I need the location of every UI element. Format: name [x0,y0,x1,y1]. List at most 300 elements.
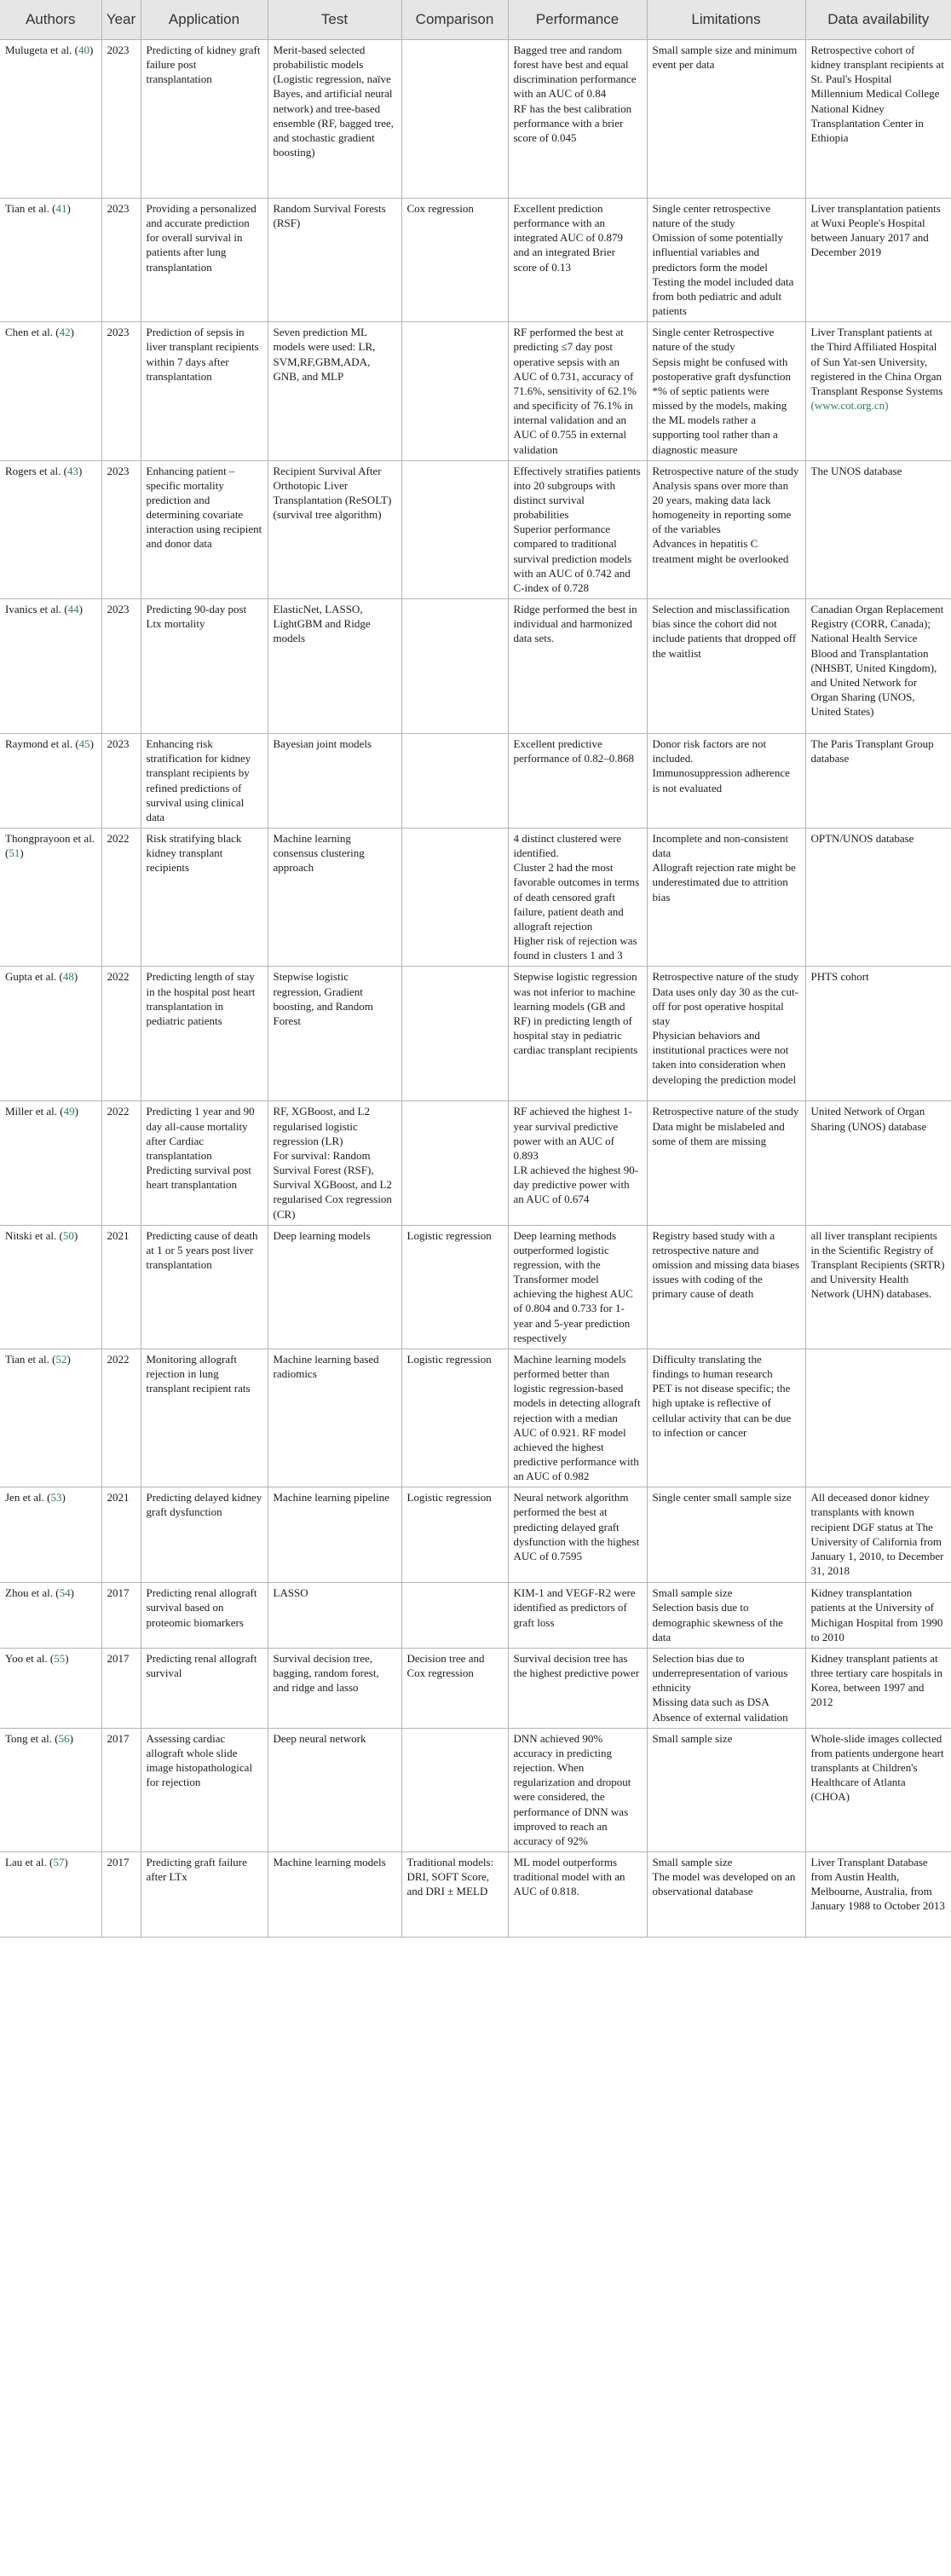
reference-link[interactable]: 45 [78,737,90,751]
limitations-text: Immunosuppression adherence is not evaluated [652,766,790,794]
year-cell [101,1487,141,1583]
performance-text: LR achieved the highest 90-day predictive power with an AUC of 0.674 [513,1164,639,1206]
author-cell: Ivanics et al. (44) [0,599,101,734]
limitations-cell [647,1487,805,1583]
limitations-cell [647,1583,805,1649]
limitations-text: Analysis spans over more than 20 years, making data lack homogeneity in reporting some of the variables [652,478,792,536]
performance-cell [508,599,647,734]
year-value: 2022 [107,1105,130,1118]
year-cell [101,1851,141,1937]
author-name: Yoo et al. [5,1651,48,1665]
test-cell [268,967,401,1101]
data-availability-text: Liver Transplant Database from Austin Health, Melbourne, Australia, from January 1988 to October 2013 [810,1855,945,1913]
test-text: Deep learning models [273,1228,371,1242]
author-cell: Nitski et al. (50) [0,1225,101,1349]
test-text: Machine learning pipeline [273,1491,389,1505]
year-cell [101,1583,141,1649]
comparison-cell [401,1851,508,1937]
limitations-cell [647,1101,805,1225]
test-text: Deep neural network [273,1731,366,1745]
limitations-text: *% of septic patients were missed by the models, making the ML models rather a supporting tool rather than a diagnostic measure [652,384,787,456]
limitations-cell [647,1648,805,1728]
performance-text: Ridge performed the best in individual and harmonized data sets. [513,603,637,645]
table-row [0,199,951,322]
comparison-cell [401,322,508,460]
year-value: 2023 [107,603,130,616]
year-cell [101,1349,141,1487]
test-cell [268,599,401,734]
application-text: Assessing cardiac allograft whole slide image histopathological for rejection [146,1731,253,1789]
data-availability-cell [805,967,951,1101]
limitations-text: Testing the model included data from both pediatric and adult patients [652,274,794,318]
data-availability-text: all liver transplant recipients in the Scientific Registry of Transplant Recipients (SRTR) and University Health Network (UHN) databases. [810,1228,945,1301]
application-text: Prediction of sepsis in liver transplant recipients within 7 days after transplantation [146,326,259,383]
data-availability-cell [805,322,951,460]
performance-text: Higher risk of rejection was found in clusters 1 and 3 [513,934,637,962]
comparison-text: Logistic regression [406,1491,492,1505]
reference-link[interactable]: 53 [50,1491,62,1505]
reference-link[interactable]: 52 [55,1352,67,1366]
performance-text: Excellent prediction performance with an integrated AUC of 0.879 and an integrated Brier score of 0.13 [513,202,624,274]
author-name: Raymond et al. [5,737,73,751]
limitations-text: Sepsis might be confused with postoperative graft dysfunction [652,355,791,383]
table-row [0,1349,951,1487]
author-cell: Tian et al. (41) [0,199,101,322]
author-cell: Lau et al. (57) [0,1851,101,1937]
author-name: Chen et al. [5,326,53,339]
table-row [0,1225,951,1349]
year-value: 2022 [107,832,130,845]
author-name: Thongprayoon et al. [5,832,95,845]
application-cell [141,322,268,460]
year-value: 2021 [107,1491,130,1505]
limitations-text: Single center Retrospective nature of the study [652,326,775,354]
data-availability-cell [805,734,951,829]
author-name: Lau et al. [5,1855,47,1868]
limitations-cell [647,199,805,322]
limitations-cell [647,829,805,967]
performance-text: Survival decision tree has the highest predictive power [513,1651,640,1680]
table-row [0,734,951,829]
year-value: 2023 [107,737,130,751]
comparison-cell [401,967,508,1101]
author-name: Ivanics et al. [5,603,62,616]
limitations-text: Allograft rejection rate might be underestimated due to attrition bias [652,861,796,904]
author-name: Mulugeta et al. [5,43,72,56]
author-name: Nitski et al. [5,1228,57,1242]
comparison-cell [401,1225,508,1349]
application-cell [141,967,268,1101]
year-value: 2023 [107,464,130,477]
author-cell: Tian et al. (52) [0,1349,101,1487]
header-row [0,0,951,40]
data-availability-text: Liver transplantation patients at Wuxi People's Hospital between January 2017 and December 2019 [810,202,941,259]
reference-link[interactable]: 40 [78,43,89,56]
application-text: Predicting length of stay in the hospital post heart transplantation in pediatric patients [146,970,256,1027]
performance-cell [508,967,647,1101]
test-text: LASSO [273,1586,308,1600]
performance-cell [508,1728,647,1851]
author-cell: Chen et al. (42) [0,322,101,460]
application-cell [141,1648,268,1728]
data-availability-cell [805,1101,951,1225]
application-text: Risk stratifying black kidney transplant recipients [146,832,242,875]
test-text: Machine learning consensus clustering approach [273,832,365,875]
limitations-text: Retrospective nature of the study [652,464,799,477]
limitations-text: Missing data such as DSA [652,1695,769,1709]
data-availability-text: Liver Transplant patients at the Third Affiliated Hospital of Sun Yat-sen University, registered in the China Organ Transplant Response Systems [810,326,943,397]
performance-text: Stepwise logistic regression was not inferior to machine learning models (GB and RF) in predicting length of hospital stay in pediatric cardiac transplant recipients [513,970,638,1057]
comparison-cell [401,199,508,322]
test-text: Recipient Survival After Orthotopic Liver Transplantation (ReSOLT) (survival tree algorithm) [273,464,392,522]
year-value: 2023 [107,43,130,56]
limitations-text: Donor risk factors are not included. [652,737,767,765]
limitations-text: Selection and misclassification bias since the cohort did not include patients that dropped off the waitlist [652,603,797,660]
reference-link[interactable]: 57 [53,1855,65,1868]
author-name: Zhou et al. [5,1586,53,1600]
performance-text: Neural network algorithm performed the best at predicting delayed graft dysfunction with the highest AUC of 0.7595 [513,1491,640,1562]
test-cell [268,322,401,460]
author-name: Tian et al. [5,202,49,215]
limitations-text: Single center small sample size [652,1491,792,1505]
reference-link[interactable]: 50 [62,1228,74,1242]
limitations-text: Small sample size [652,1731,733,1745]
table-row [0,460,951,598]
column-header-authors: Authors [0,0,101,40]
limitations-text: Data might be mislabeled and some of them are missing [652,1119,785,1147]
column-header-test: Test [268,0,401,40]
application-text: Monitoring allograft rejection in lung transplant recipient rats [146,1352,251,1395]
author-cell: Mulugeta et al. (40) [0,40,101,199]
test-cell [268,734,401,829]
limitations-cell [647,1851,805,1937]
table-row [0,1648,951,1728]
year-value: 2022 [107,970,130,984]
comparison-cell [401,1728,508,1851]
data-availability-text: Retrospective cohort of kidney transplant recipients at St. Paul's Hospital Millennium Medical College National Kidney Transplantation Center in Ethiopia [810,43,944,144]
column-header-performance: Performance [508,0,647,40]
comparison-text: Cox regression [406,202,474,215]
performance-text: 4 distinct clustered were identified. [513,832,622,860]
test-cell [268,40,401,199]
table-row [0,1583,951,1649]
application-text: Predicting survival post heart transplantation [146,1164,251,1192]
performance-text: RF has the best calibration performance with a brier score of 0.045 [513,101,632,144]
test-text: ElasticNet, LASSO, LightGBM and Ridge models [273,603,371,645]
test-cell [268,1101,401,1225]
author-name: Miller et al. [5,1105,58,1118]
data-availability-text: The Paris Transplant Group database [810,737,934,765]
table-row [0,322,951,460]
data-availability-cell [805,1851,951,1937]
performance-text: Machine learning models performed better than logistic regression-based models in detecting allograft rejection with a median AUC of 0.921. RF model achieved the highest predictive performance with an AUC of 0.982 [513,1352,641,1483]
data-availability-link[interactable]: (www.cot.org.cn) [810,399,889,413]
data-availability-text: Kidney transplant patients at three tertiary care hospitals in Korea, between 1997 and 2012 [810,1651,942,1709]
application-text: Predicting 90-day post Ltx mortality [146,603,247,631]
author-name: Jen et al. [5,1491,44,1505]
comparison-cell [401,599,508,734]
table-row [0,40,951,199]
column-header-limitations: Limitations [647,0,805,40]
author-cell: Miller et al. (49) [0,1101,101,1225]
comparison-cell [401,460,508,598]
application-text: Predicting renal allograft survival [146,1651,257,1680]
table-row [0,967,951,1101]
data-availability-cell [805,1583,951,1649]
application-text: Predicting renal allograft survival based on proteomic biomarkers [146,1586,257,1629]
limitations-text: Registry based study with a retrospective nature and omission and missing data biases issues with coding of the primary cause of death [652,1228,800,1301]
year-cell [101,1728,141,1851]
test-cell [268,1728,401,1851]
limitations-cell [647,40,805,199]
performance-text: Excellent predictive performance of 0.82–0.868 [513,737,635,765]
year-value: 2023 [107,202,130,215]
comparison-cell [401,1487,508,1583]
year-value: 2021 [107,1228,130,1242]
application-cell [141,829,268,967]
performance-cell [508,734,647,829]
data-availability-cell [805,1728,951,1851]
author-cell: Rogers et al. (43) [0,460,101,598]
performance-cell [508,199,647,322]
application-text: Predicting of kidney graft failure post transplantation [146,43,261,86]
column-header-data-availability: Data availability [805,0,951,40]
data-availability-cell [805,829,951,967]
performance-text: Bagged tree and random forest have best and equal discrimination performance with an AUC of 0.84 [513,43,637,101]
test-cell [268,1349,401,1487]
author-name: Gupta et al. [5,970,57,984]
test-cell [268,829,401,967]
year-cell [101,599,141,734]
limitations-cell [647,599,805,734]
comparison-cell [401,40,508,199]
test-text: Random Survival Forests (RSF) [273,202,386,230]
performance-cell [508,40,647,199]
year-value: 2017 [107,1586,130,1600]
reference-link[interactable]: 43 [66,464,78,477]
data-availability-text: All deceased donor kidney transplants with known recipient DGF status at The University of California from January 1, 2010, to December 31, 2018 [810,1491,944,1578]
limitations-text: Difficulty translating the findings to human research [652,1352,773,1381]
author-cell: Raymond et al. (45) [0,734,101,829]
year-cell [101,322,141,460]
column-header-application: Application [141,0,268,40]
year-value: 2017 [107,1855,130,1868]
test-text: Survival decision tree, bagging, random forest, and ridge and lasso [273,1651,379,1695]
data-availability-cell [805,1648,951,1728]
author-cell: Thongprayoon et al. (51) [0,829,101,967]
performance-text: Effectively stratifies patients into 20 subgroups with distinct survival probabilities [513,464,641,522]
comparison-cell [401,1349,508,1487]
author-cell: Jen et al. (53) [0,1487,101,1583]
application-text: Predicting delayed kidney graft dysfunction [146,1491,262,1519]
application-cell [141,40,268,199]
limitations-text: The model was developed on an observational database [652,1870,796,1898]
application-text: Providing a personalized and accurate prediction for overall survival in patients after lung transplantation [146,202,256,274]
limitations-text: Small sample size [652,1586,733,1600]
performance-cell [508,1648,647,1728]
limitations-cell [647,734,805,829]
year-value: 2022 [107,1352,130,1366]
limitations-text: Selection bias due to underrepresentation of various ethnicity [652,1651,788,1695]
data-availability-cell [805,40,951,199]
data-availability-text: Whole-slide images collected from patients undergone heart transplants at Children's Healthcare of Atlanta (CHOA) [810,1731,944,1804]
comparison-text: Logistic regression [406,1228,492,1242]
performance-text: Deep learning methods outperformed logistic regression, with the Transformer model achieving the highest AUC of 0.804 and 0.733 for 1-year and 5-year prediction respectively [513,1228,633,1344]
test-text: Machine learning based radiomics [273,1352,379,1381]
year-cell [101,829,141,967]
performance-cell [508,322,647,460]
application-cell [141,734,268,829]
data-availability-cell [805,199,951,322]
test-cell [268,1648,401,1728]
author-name: Rogers et al. [5,464,61,477]
limitations-cell [647,1349,805,1487]
comparison-cell [401,829,508,967]
data-availability-text: The UNOS database [810,464,902,477]
test-text: Merit-based selected probabilistic models (Logistic regression, naïve Bayes, and artificial neural network) and tree-based ensemble (RF, bagged tree, and stochastic gradient boosting) [273,43,395,159]
data-availability-text: Canadian Organ Replacement Registry (CORR, Canada); National Health Service Blood and Transplantation (NHSBT, United Kingdom), and United Network for Organ Sharing (UNOS, United States) [810,603,944,719]
data-availability-text: United Network of Organ Sharing (UNOS) database [810,1105,927,1133]
performance-text: RF achieved the highest 1-year survival predictive power with an AUC of 0.893 [513,1105,632,1162]
test-cell [268,1851,401,1937]
author-cell: Gupta et al. (48) [0,967,101,1101]
application-text: Predicting cause of death at 1 or 5 years post liver transplantation [146,1228,258,1271]
table-row [0,829,951,967]
limitations-text: Absence of external validation [652,1710,788,1724]
author-name: Tong et al. [5,1731,53,1745]
year-cell [101,1101,141,1225]
year-cell [101,967,141,1101]
performance-text: ML model outperforms traditional model with an AUC of 0.818. [513,1855,625,1898]
year-value: 2017 [107,1651,130,1665]
application-cell [141,1101,268,1225]
author-cell: Yoo et al. (55) [0,1648,101,1728]
comparison-cell [401,734,508,829]
test-cell [268,1583,401,1649]
application-cell [141,460,268,598]
author-cell: Tong et al. (56) [0,1728,101,1851]
test-cell [268,460,401,598]
application-cell [141,1583,268,1649]
column-header-comparison: Comparison [401,0,508,40]
comparison-text: Decision tree and Cox regression [406,1651,485,1680]
table-row [0,1101,951,1225]
reference-link[interactable]: 55 [54,1651,66,1665]
application-cell [141,1349,268,1487]
year-cell [101,1648,141,1728]
application-cell [141,1851,268,1937]
application-cell [141,1728,268,1851]
performance-cell [508,1225,647,1349]
application-text: Predicting 1 year and 90 day all-cause mortality after Cardiac transplantation [146,1105,255,1162]
author-name: Tian et al. [5,1352,49,1366]
test-text: For survival: Random Survival Forest (RSF), Survival XGBoost, and L2 regularised Cox regression (CR) [273,1148,392,1221]
performance-cell [508,1349,647,1487]
performance-text: Cluster 2 had the most favorable outcomes in terms of death censored graft failure, patient death and allograft rejection [513,861,640,933]
year-cell [101,199,141,322]
reference-link[interactable]: 51 [9,846,20,860]
test-text: Seven prediction ML models were used: LR, SVM,RF,GBM,ADA, GNB, and MLP [273,326,376,383]
performance-text: RF performed the best at predicting ≤7 day post operative sepsis with an AUC of 0.731, accuracy of 71.6%, sensitivity of 62.1% and specificity of 76.1% in internal validation and an AUC of 0.755 in external validation [513,326,637,456]
limitations-cell [647,1225,805,1349]
year-cell [101,40,141,199]
comparison-cell [401,1583,508,1649]
limitations-text: Data uses only day 30 as the cut-off for post operative hospital stay [652,985,798,1027]
year-cell [101,1225,141,1349]
performance-text: Superior performance compared to traditional survival prediction models with an AUC of 0.742 and C-index of 0.728 [513,523,632,594]
limitations-text: Selection basis due to demographic skewness of the data [652,1601,783,1643]
reference-link[interactable]: 41 [55,202,67,215]
test-text: Bayesian joint models [273,737,372,751]
year-cell [101,460,141,598]
test-text: Machine learning models [273,1855,386,1868]
year-value: 2023 [107,326,130,339]
limitations-text: Omission of some potentially influential variables and predictors form the model [652,231,783,274]
performance-cell [508,1583,647,1649]
limitations-text: Small sample size [652,1855,733,1868]
test-cell [268,1487,401,1583]
limitations-text: Physician behaviors and institutional practices were not taken into consideration when developing the prediction model [652,1029,797,1086]
performance-cell [508,1851,647,1937]
reference-link[interactable]: 49 [63,1105,75,1118]
table-row [0,599,951,734]
data-availability-cell [805,1225,951,1349]
limitations-text: Retrospective nature of the study [652,1105,799,1118]
application-text: Enhancing patient –specific mortality prediction and determining covariate interaction using recipient and donor data [146,464,262,551]
data-availability-text: OPTN/UNOS database [810,832,914,845]
test-text: Stepwise logistic regression, Gradient boosting, and Random Forest [273,970,373,1027]
application-text: Predicting graft failure after LTx [146,1855,247,1884]
limitations-cell [647,1728,805,1851]
limitations-cell [647,967,805,1101]
year-cell [101,734,141,829]
limitations-text: Incomplete and non-consistent data [652,832,789,860]
comparison-text: Traditional models: DRI, SOFT Score, and DRI ± MELD [406,1855,494,1898]
data-availability-text: Kidney transplantation patients at the University of Michigan Hospital from 1990 to 2010 [810,1586,943,1643]
test-cell [268,199,401,322]
reference-link[interactable]: 48 [62,970,74,984]
reference-link[interactable]: 56 [58,1731,70,1745]
reference-link[interactable]: 44 [67,603,79,616]
comparison-cell [401,1648,508,1728]
data-availability-cell [805,460,951,598]
reference-link[interactable]: 54 [59,1586,71,1600]
year-value: 2017 [107,1731,130,1745]
limitations-cell [647,322,805,460]
test-text: RF, XGBoost, and L2 regularised logistic regression (LR) [273,1105,370,1147]
comparison-cell [401,1101,508,1225]
data-availability-cell [805,1349,951,1487]
data-availability-cell [805,599,951,734]
data-availability-text: PHTS cohort [810,970,869,984]
table-body [0,40,951,1938]
application-cell [141,1225,268,1349]
performance-cell [508,1487,647,1583]
limitations-cell [647,460,805,598]
performance-cell [508,829,647,967]
table-row [0,1728,951,1851]
limitations-text: PET is not disease specific; the high uptake is reflective of cellular activity that can be due to infection or cancer [652,1382,792,1439]
application-cell [141,599,268,734]
performance-cell [508,460,647,598]
application-text: Enhancing risk stratification for kidney transplant recipients by refined predictions of survival using clinical data [146,737,251,823]
test-cell [268,1225,401,1349]
column-header-year: Year [101,0,141,40]
limitations-text: Single center retrospective nature of the study [652,202,771,230]
data-availability-cell [805,1487,951,1583]
reference-link[interactable]: 42 [59,326,71,339]
application-cell [141,199,268,322]
